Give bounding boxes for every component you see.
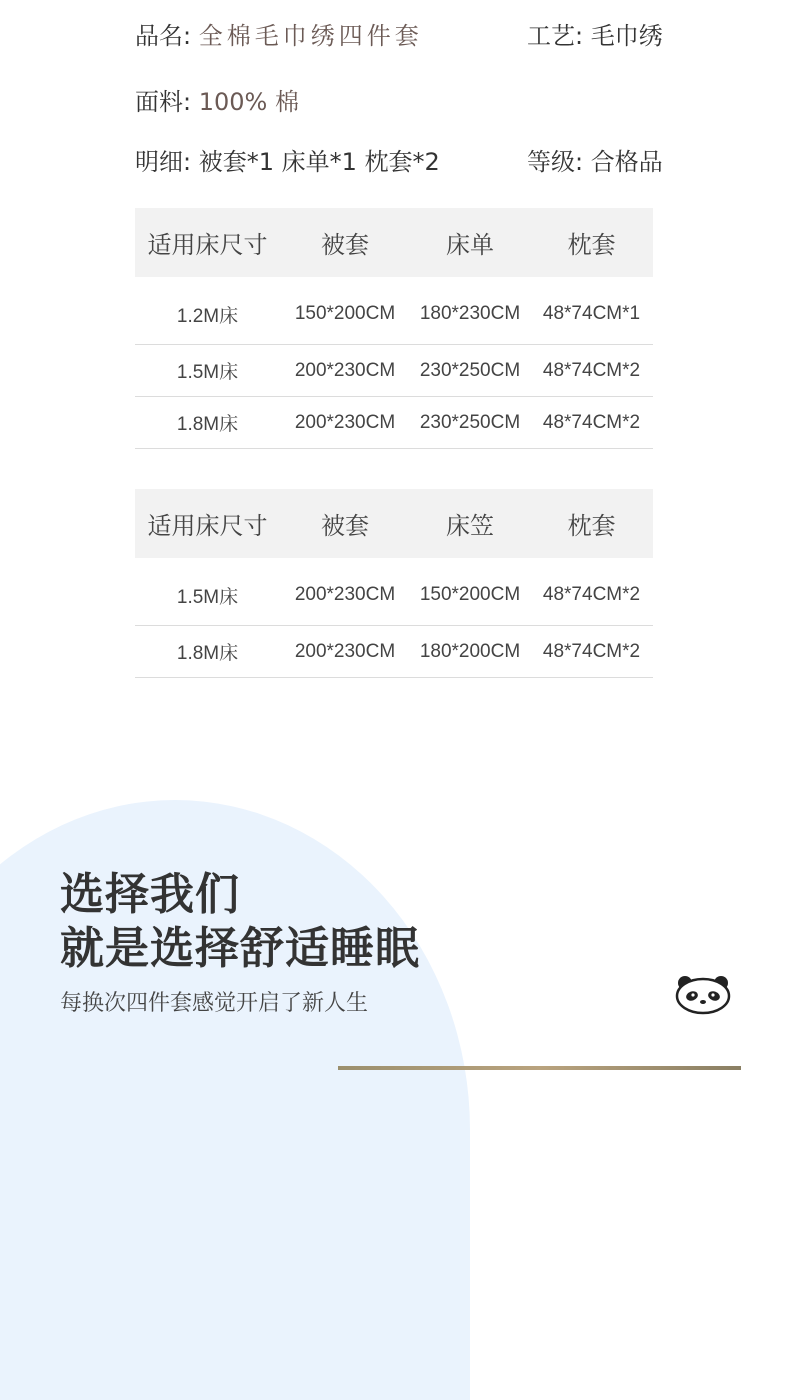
table-cell: 48*74CM*2: [530, 626, 653, 678]
table-cell: 230*250CM: [410, 345, 530, 397]
table-header: 被套: [280, 489, 410, 558]
size-table-sheet: [135, 208, 653, 449]
table-cell: 1.8M床: [135, 626, 280, 678]
table-header: 适用床尺寸: [135, 208, 280, 277]
table-cell: 1.5M床: [135, 345, 280, 397]
table-cell: 1.2M床: [135, 277, 280, 345]
table-cell: 180*230CM: [410, 277, 530, 345]
table-header-row: [135, 489, 653, 558]
spec-grade: [527, 142, 663, 177]
spec-value: 合格品: [590, 148, 663, 176]
spec-label: 品名:: [135, 22, 192, 50]
slogan-line-1: 选择我们: [60, 869, 240, 920]
size-table-fitted: [135, 489, 653, 678]
product-photo-edge: [338, 1066, 741, 1070]
spec-craft: [527, 16, 663, 51]
table-cell: 1.8M床: [135, 397, 280, 449]
table-cell: 200*230CM: [280, 558, 410, 626]
table-header: 床笠: [410, 489, 530, 558]
table-row: [135, 626, 653, 678]
table-row: [135, 558, 653, 626]
table-cell: 200*230CM: [280, 345, 410, 397]
spec-label: 工艺:: [527, 22, 584, 50]
table-header: 床单: [410, 208, 530, 277]
table-cell: 150*200CM: [280, 277, 410, 345]
table-cell: 180*200CM: [410, 626, 530, 678]
table-row: [135, 277, 653, 345]
spec-label: 面料:: [135, 88, 192, 116]
spec-value: 全棉毛巾绣四件套: [198, 22, 423, 50]
table-header: 被套: [280, 208, 410, 277]
table-header: 枕套: [530, 489, 653, 558]
table-cell: 48*74CM*2: [530, 397, 653, 449]
spec-value: 毛巾绣: [590, 22, 663, 50]
table-cell: 200*230CM: [280, 626, 410, 678]
table-header: 适用床尺寸: [135, 489, 280, 558]
spec-value: 100% 棉: [198, 88, 299, 116]
table-cell: 150*200CM: [410, 558, 530, 626]
spec-fabric: [135, 82, 299, 117]
table-cell: 200*230CM: [280, 397, 410, 449]
panda-icon: [675, 975, 731, 1015]
spec-label: 明细:: [135, 148, 192, 176]
table-cell: 48*74CM*1: [530, 277, 653, 345]
table-row: [135, 345, 653, 397]
spec-label: 等级:: [527, 148, 584, 176]
slogan-line-2: 就是选择舒适睡眠: [60, 923, 420, 974]
table-cell: 230*250CM: [410, 397, 530, 449]
spec-value: 被套*1 床单*1 枕套*2: [198, 148, 440, 176]
table-cell: 48*74CM*2: [530, 558, 653, 626]
table-cell: 1.5M床: [135, 558, 280, 626]
table-header-row: [135, 208, 653, 277]
table-row: [135, 397, 653, 449]
spec-product-name: [135, 16, 423, 51]
slogan-subtitle: 每换次四件套感觉开启了新人生: [60, 991, 369, 1016]
table-header: 枕套: [530, 208, 653, 277]
table-cell: 48*74CM*2: [530, 345, 653, 397]
spec-detail: [135, 142, 440, 177]
